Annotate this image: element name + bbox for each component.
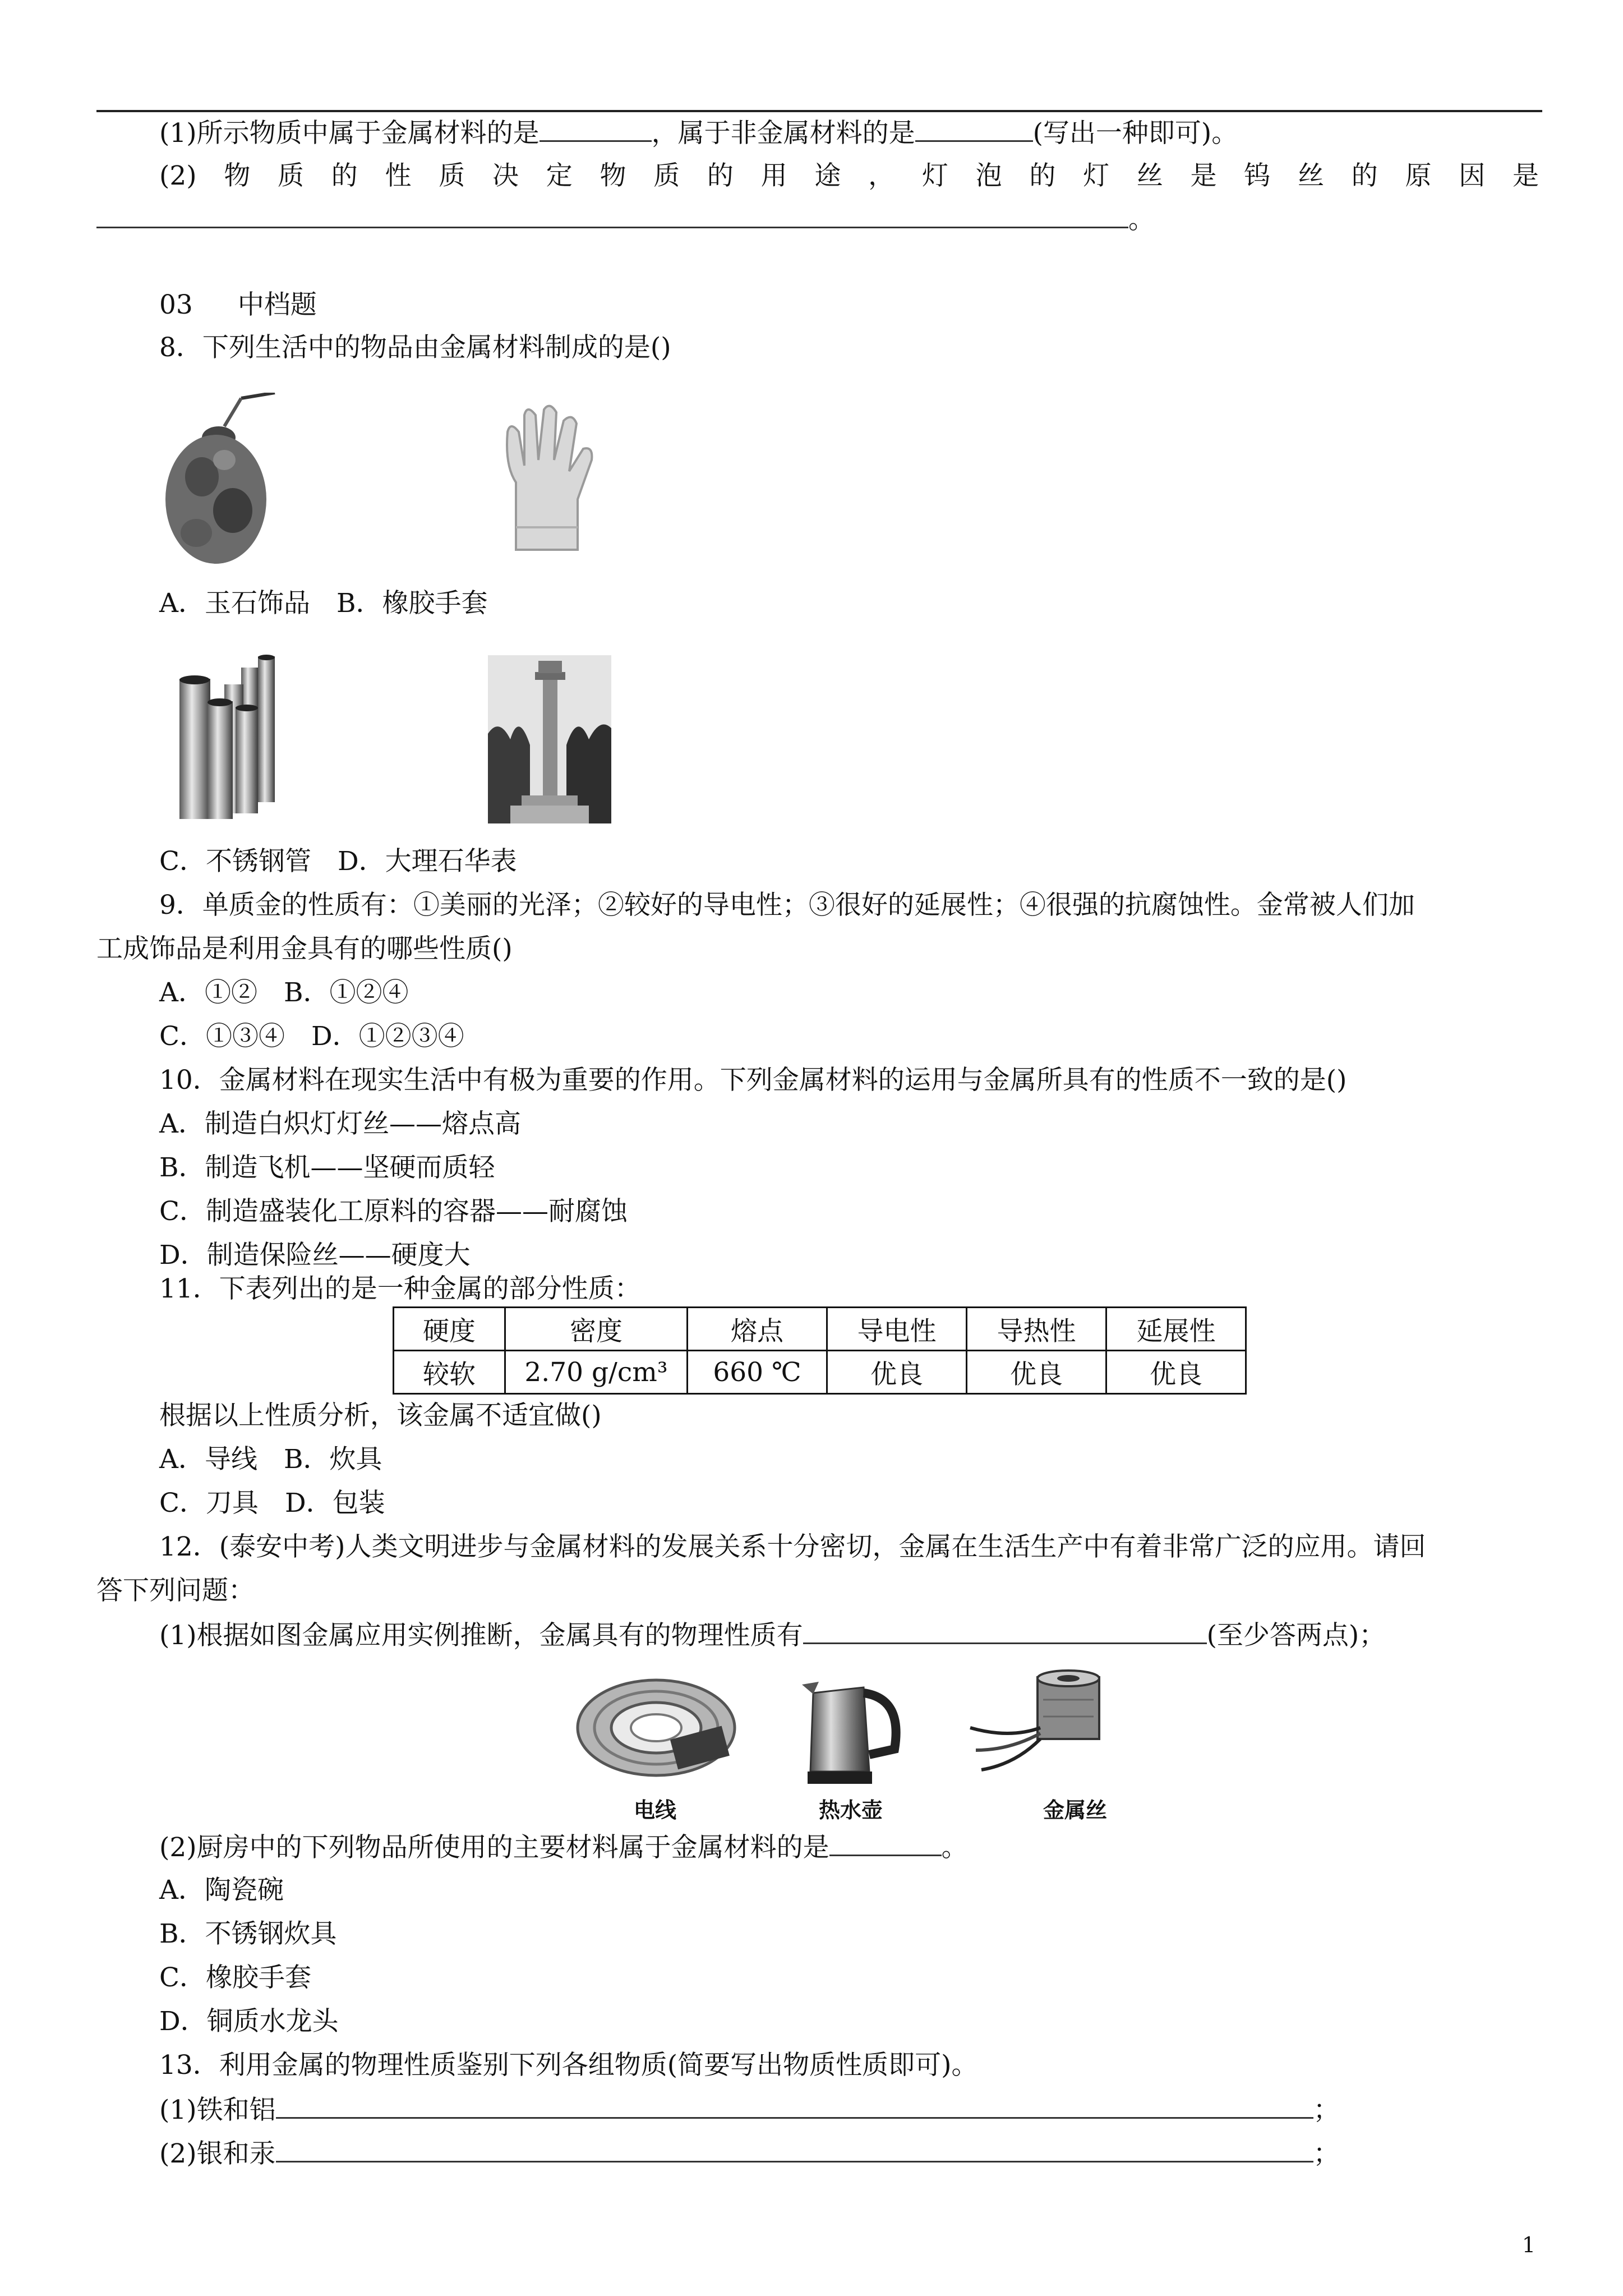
char: 物 xyxy=(224,160,251,191)
table-cell: 优良 xyxy=(967,1351,1106,1394)
q13-item2 xyxy=(159,2136,1340,2171)
char: 泡 xyxy=(975,160,1002,191)
char: 质 xyxy=(278,160,305,191)
char: 途 xyxy=(814,160,841,191)
table-cell: 优良 xyxy=(827,1351,967,1394)
q12-sub1-suffix: (至少答两点)； xyxy=(1206,1620,1386,1651)
q10-option-d: D．制造保险丝——硬度大 xyxy=(159,1240,471,1271)
table-header-cell: 延展性 xyxy=(1106,1308,1246,1351)
char: 物 xyxy=(600,160,626,191)
table-header-cell: 熔点 xyxy=(688,1308,827,1351)
section-number: 03 xyxy=(159,289,193,320)
answer-blank xyxy=(96,202,1128,228)
q8-stem: 8．下列生活中的物品由金属材料制成的是() xyxy=(159,332,671,363)
q10-option-a: A．制造白炽灯灯丝——熔点高 xyxy=(159,1108,521,1139)
char: 用 xyxy=(760,160,787,191)
q13-item1 xyxy=(159,2092,1340,2127)
char: 的 xyxy=(1029,160,1056,191)
q12-option-d: D．铜质水龙头 xyxy=(159,2006,339,2037)
rubber-glove-image xyxy=(494,398,611,555)
q12-option-b: B．不锈钢炊具 xyxy=(159,1918,337,1949)
answer-blank xyxy=(540,116,652,142)
char: ， xyxy=(868,160,895,191)
char: 的 xyxy=(707,160,734,191)
q8-options-row1: A．玉石饰品 B．橡胶手套 xyxy=(159,588,488,619)
answer-blank xyxy=(276,2092,1313,2119)
char: 定 xyxy=(546,160,573,191)
char: 丝 xyxy=(1298,160,1324,191)
semicolon: ； xyxy=(1313,2138,1340,2169)
semicolon: ； xyxy=(1313,2095,1340,2125)
char: 的 xyxy=(331,160,358,191)
q12-sub1-prefix: (1)根据如图金属应用实例推断，金属具有的物理性质有 xyxy=(159,1620,803,1651)
page-number: 1 xyxy=(1521,2233,1536,2257)
q9-line1: 9．单质金的性质有：①美丽的光泽；②较好的导电性；③很好的延展性；④很强的抗腐蚀性。金常被人们加 xyxy=(159,890,1415,921)
q12-option-c: C．橡胶手套 xyxy=(159,1962,311,1993)
q11-options-row1: A．导线 B．炊具 xyxy=(159,1444,382,1475)
answer-blank xyxy=(829,1830,942,1856)
period: 。 xyxy=(1128,204,1155,235)
char: 是 xyxy=(1512,160,1539,191)
metal-properties-table xyxy=(393,1306,1247,1395)
q7-sub1-suffix: (写出一种即可)。 xyxy=(1032,118,1238,149)
char: 的 xyxy=(1351,160,1378,191)
q9-line2: 工成饰品是利用金具有的哪些性质() xyxy=(96,933,513,964)
q12-line2: 答下列问题： xyxy=(96,1575,255,1606)
char: 性 xyxy=(385,160,412,191)
char: 丝 xyxy=(1136,160,1163,191)
char: 钨 xyxy=(1244,160,1271,191)
char: (2) xyxy=(159,160,197,191)
table-header-cell: 导电性 xyxy=(827,1308,967,1351)
q11-options-row2: C．刀具 D．包装 xyxy=(159,1488,385,1519)
q12-sub2-prefix: (2)厨房中的下列物品所使用的主要材料属于金属材料的是 xyxy=(159,1832,829,1863)
electric-kettle-image xyxy=(796,1665,909,1788)
jade-pendant-image xyxy=(157,393,280,572)
q7-sub2-line xyxy=(159,159,1539,193)
table-header-cell: 导热性 xyxy=(967,1308,1106,1351)
q12-sub2-suffix: 。 xyxy=(941,1832,968,1863)
q9-options-row1: A．①② B．①②④ xyxy=(159,977,409,1008)
char: 是 xyxy=(1190,160,1217,191)
table-cell: 2.70 g/cm³ xyxy=(505,1351,688,1394)
metal-wire-caption: 金属丝 xyxy=(1043,1798,1108,1823)
stainless-pipes-image xyxy=(168,645,292,819)
section-header xyxy=(159,288,317,322)
table-header-cell: 硬度 xyxy=(394,1308,505,1351)
char: 因 xyxy=(1459,160,1486,191)
char: 原 xyxy=(1405,160,1432,191)
marble-huabiao-image xyxy=(488,655,611,823)
q7-sub1 xyxy=(159,116,1238,150)
q11-after: 根据以上性质分析，该金属不适宜做() xyxy=(159,1400,602,1431)
section-title: 中档题 xyxy=(237,289,317,320)
table-cell: 660 ℃ xyxy=(688,1351,827,1394)
table-cell: 优良 xyxy=(1106,1351,1246,1394)
q8-options-row2: C．不锈钢管 D．大理石华表 xyxy=(159,846,517,877)
q10-option-b: B．制造飞机——坚硬而质轻 xyxy=(159,1152,495,1183)
q10-stem: 10．金属材料在现实生活中有极为重要的作用。下列金属材料的运用与金属所具有的性质不一致的是() xyxy=(159,1065,1347,1096)
char: 灯 xyxy=(921,160,948,191)
header-rule xyxy=(96,110,1542,112)
table-header-cell: 密度 xyxy=(505,1308,688,1351)
q12-sub2 xyxy=(159,1830,968,1865)
kettle-caption: 热水壶 xyxy=(819,1798,883,1823)
char: 质 xyxy=(653,160,680,191)
metal-wire-image xyxy=(959,1666,1116,1784)
q12-option-a: A．陶瓷碗 xyxy=(159,1875,284,1906)
answer-blank xyxy=(276,2136,1313,2162)
q12-line1: 12．(泰安中考)人类文明进步与金属材料的发展关系十分密切，金属在生活生产中有着非常广泛的应用。请回 xyxy=(159,1531,1426,1562)
q13-item2-label: (2)银和汞 xyxy=(159,2138,276,2169)
q12-sub1 xyxy=(159,1618,1385,1653)
table-header-row xyxy=(394,1308,1246,1351)
wire-caption: 电线 xyxy=(634,1798,677,1823)
q10-option-c: C．制造盛装化工原料的容器——耐腐蚀 xyxy=(159,1196,628,1227)
q7-sub2-answer-line xyxy=(96,202,1155,237)
q13-item1-label: (1)铁和铝 xyxy=(159,2095,276,2125)
char: 决 xyxy=(492,160,519,191)
table-row xyxy=(394,1351,1246,1394)
q11-stem: 11．下表列出的是一种金属的部分性质： xyxy=(159,1273,641,1304)
q7-sub1-prefix: (1)所示物质中属于金属材料的是 xyxy=(159,118,540,149)
answer-blank xyxy=(803,1618,1207,1644)
answer-blank xyxy=(915,116,1033,142)
table-cell: 较软 xyxy=(394,1351,505,1394)
char: 质 xyxy=(439,160,465,191)
electric-wire-image xyxy=(572,1672,746,1784)
q13-stem: 13．利用金属的物理性质鉴别下列各组物质(简要写出物质性质即可)。 xyxy=(159,2050,978,2081)
char: 灯 xyxy=(1083,160,1110,191)
q7-sub1-mid: ，属于非金属材料的是 xyxy=(651,118,915,149)
q9-options-row2: C．①③④ D．①②③④ xyxy=(159,1021,464,1052)
